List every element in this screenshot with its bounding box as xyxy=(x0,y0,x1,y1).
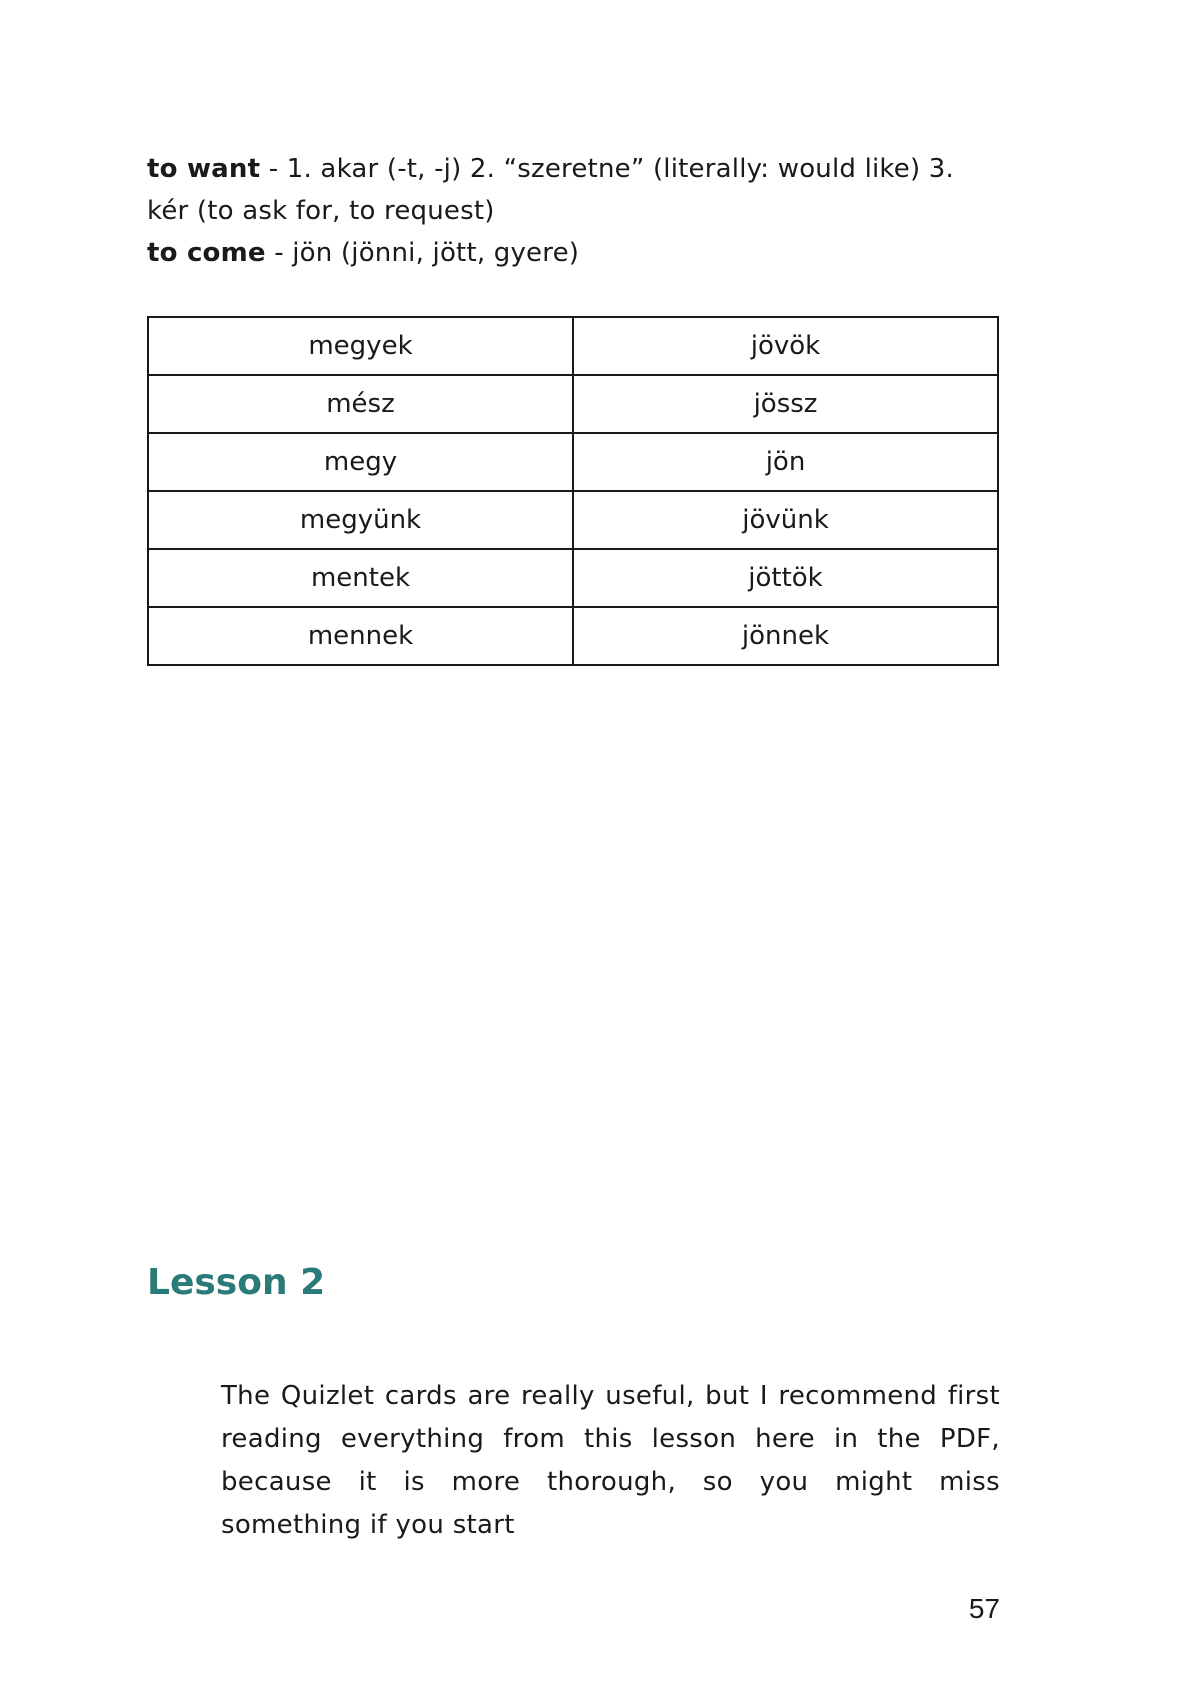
table-cell: mész xyxy=(148,375,573,433)
table-cell: jönnek xyxy=(573,607,998,665)
table-cell: mennek xyxy=(148,607,573,665)
table-cell: jössz xyxy=(573,375,998,433)
vocab-term: to want xyxy=(147,154,261,184)
vocabulary-list xyxy=(147,148,1000,274)
vocab-term: to come xyxy=(147,238,266,268)
table-row xyxy=(148,317,998,375)
lesson-heading: Lesson 2 xyxy=(147,1262,326,1303)
conjugation-table xyxy=(147,316,999,666)
table-row xyxy=(148,549,998,607)
table-cell: megy xyxy=(148,433,573,491)
table-row xyxy=(148,375,998,433)
table-cell: megyek xyxy=(148,317,573,375)
vocab-entry-come xyxy=(147,232,1000,274)
table-cell: jön xyxy=(573,433,998,491)
vocab-entry-want xyxy=(147,148,1000,232)
vocab-definition: - jön (jönni, jött, gyere) xyxy=(265,238,580,268)
table-cell: megyünk xyxy=(148,491,573,549)
vocab-definition: - 1. akar (-t, -j) 2. “szeretne” (literally: would like) 3. kér (to ask for, to request) xyxy=(147,154,954,226)
table-cell: jöttök xyxy=(573,549,998,607)
table-cell: mentek xyxy=(148,549,573,607)
table-cell: jövök xyxy=(573,317,998,375)
table-row xyxy=(148,433,998,491)
table-row xyxy=(148,491,998,549)
table-cell: jövünk xyxy=(573,491,998,549)
page-number: 57 xyxy=(968,1593,1000,1624)
lesson-paragraph: The Quizlet cards are really useful, but I recommend first reading everything from this lesson here in the PDF, because it is more thorough, so you might miss something if you start xyxy=(221,1381,1000,1540)
table-row xyxy=(148,607,998,665)
